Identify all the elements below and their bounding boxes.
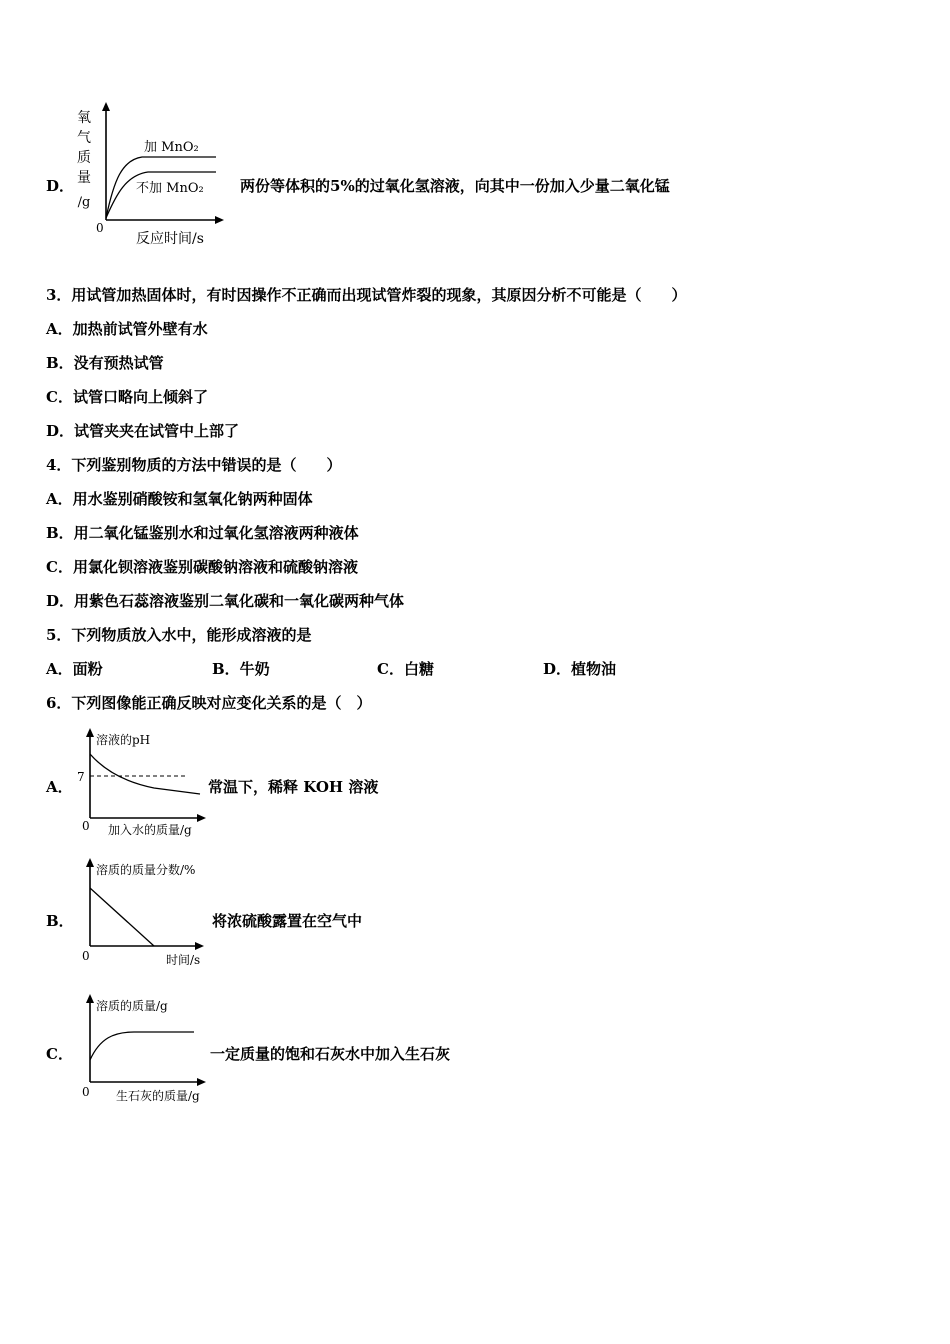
- q2-option-d-label: D．: [46, 177, 75, 195]
- q6a-curve: [90, 754, 200, 794]
- q6c-y-label: 溶质的质量/g: [96, 999, 168, 1013]
- q6a-y-tick-7: 7: [77, 770, 85, 784]
- q6b-chart: [74, 856, 208, 972]
- q2d-y-unit: /g: [77, 195, 91, 210]
- q3-option-d: D．试管夹夹在试管中上部了: [46, 422, 240, 440]
- q6b-line: [90, 888, 154, 946]
- q6b-x-arrow: [195, 942, 204, 950]
- q6b-description: 将浓硫酸露置在空气中: [212, 912, 363, 930]
- q2d-curve-lower-label: 不加 MnO₂: [136, 181, 204, 196]
- q6c-x-label: 生石灰的质量/g: [116, 1089, 200, 1103]
- q6c-curve: [90, 1032, 194, 1060]
- q3-option-c: C．试管口略向上倾斜了: [46, 388, 208, 406]
- q2d-x-arrow: [215, 216, 224, 224]
- q5-option-b: B．牛奶: [212, 660, 270, 678]
- q6b-x-label: 时间/s: [166, 953, 201, 967]
- q6a-x-label: 加入水的质量/g: [108, 823, 192, 837]
- q2d-x-label: 反应时间/s: [136, 231, 204, 247]
- q2d-curve-upper-label: 加 MnO₂: [144, 140, 199, 155]
- q6c-x-arrow: [197, 1078, 206, 1086]
- q5-option-a: A．面粉: [46, 660, 103, 678]
- q3-option-b: B．没有预热试管: [46, 354, 164, 372]
- q6c-origin: 0: [82, 1085, 90, 1099]
- q6b-y-arrow: [86, 858, 94, 867]
- q2d-y-arrow: [102, 102, 110, 111]
- q5-stem: 5．下列物质放入水中，能形成溶液的是: [46, 626, 312, 644]
- q6a-origin: 0: [82, 819, 90, 833]
- q6a-chart: [74, 726, 208, 842]
- q6-option-a-label: A．: [46, 778, 73, 796]
- q6a-y-label: 溶液的pH: [96, 733, 151, 747]
- q6c-chart: [74, 992, 214, 1108]
- q6b-y-label: 溶质的质量分数/%: [96, 863, 196, 877]
- q6c-description: 一定质量的饱和石灰水中加入生石灰: [210, 1045, 451, 1063]
- q4-option-d: D．用紫色石蕊溶液鉴别二氧化碳和一氧化碳两种气体: [46, 592, 405, 610]
- q6a-description: 常温下，稀释 KOH 溶液: [208, 778, 379, 796]
- q2d-y-label-char: 量: [77, 170, 91, 186]
- q6a-x-arrow: [197, 814, 206, 822]
- q2d-description: 两份等体积的5%的过氧化氢溶液，向其中一份加入少量二氧化锰: [240, 177, 670, 195]
- q2d-chart: [70, 100, 230, 250]
- q4-option-a: A．用水鉴别硝酸铵和氢氧化钠两种固体: [46, 490, 313, 508]
- q2d-y-label-char: 氧: [77, 110, 91, 126]
- q4-option-c: C．用氯化钡溶液鉴别碳酸钠溶液和硫酸钠溶液: [46, 558, 358, 576]
- q4-stem: 4．下列鉴别物质的方法中错误的是（ ）: [46, 456, 342, 474]
- q4-option-b: B．用二氧化锰鉴别水和过氧化氢溶液两种液体: [46, 524, 359, 542]
- q6c-y-arrow: [86, 994, 94, 1003]
- q6-option-c-label: C．: [46, 1045, 73, 1063]
- q3-option-a: A．加热前试管外壁有水: [46, 320, 208, 338]
- q2d-y-label-char: 质: [77, 150, 91, 166]
- q5-option-c: C．白糖: [377, 660, 434, 678]
- q6a-y-arrow: [86, 728, 94, 737]
- q6-stem: 6．下列图像能正确反映对应变化关系的是（ ）: [46, 694, 372, 712]
- q2d-origin: 0: [96, 221, 104, 235]
- q3-stem: 3．用试管加热固体时，有时因操作不正确而出现试管炸裂的现象，其原因分析不可能是（ ）: [46, 286, 687, 304]
- q6b-origin: 0: [82, 949, 90, 963]
- q6-option-b-label: B．: [46, 912, 74, 930]
- q5-option-d: D．植物油: [543, 660, 617, 678]
- q2d-y-label-char: 气: [77, 130, 91, 146]
